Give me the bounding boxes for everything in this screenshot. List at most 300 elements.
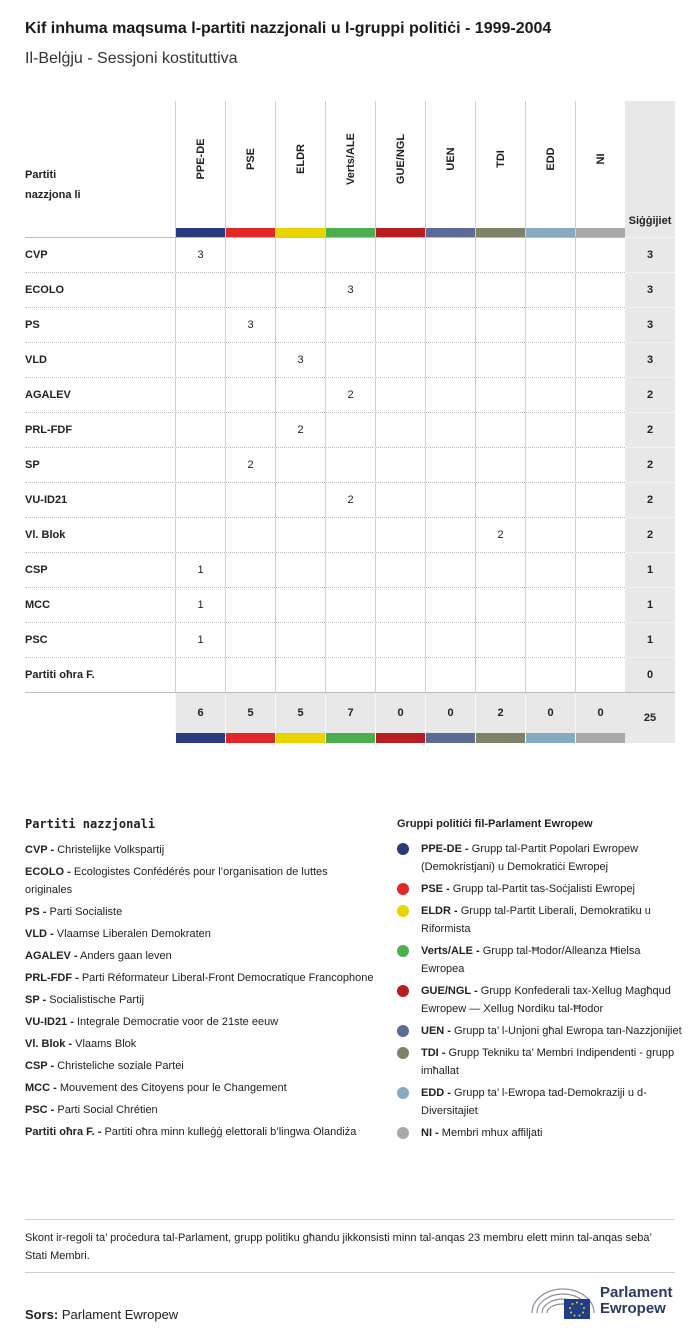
- party-legend-abbr: CSP -: [25, 1060, 55, 1072]
- seat-count-cell: [525, 658, 575, 692]
- european-parliament-logo: [530, 1283, 680, 1323]
- seat-count-cell: [275, 518, 325, 552]
- logo-line-1: Parlament: [600, 1284, 673, 1301]
- group-color-dot-icon: [397, 1047, 409, 1059]
- table-row: [25, 377, 675, 412]
- seat-count-cell: [475, 238, 525, 272]
- group-legend-text: Grupp tal-Partit tas-Soċjalisti Ewropej: [452, 883, 635, 895]
- group-column-header: [375, 101, 425, 237]
- seat-count-cell: [475, 308, 525, 342]
- group-column-label: ELDR: [294, 144, 307, 174]
- seat-count-cell: [225, 378, 275, 412]
- table-row: [25, 517, 675, 552]
- group-column-header: [475, 101, 525, 237]
- seat-count-cell: [425, 413, 475, 447]
- party-legend-item: [25, 1123, 375, 1141]
- group-total-value: 0: [447, 707, 454, 719]
- page-title: Kif inhuma maqsuma l-partiti nazzjonali u l-gruppi politiċi - 1999-2004: [25, 20, 552, 37]
- group-legend-text: Grupp ta’ l-Unjoni għal Ewropa tan-Nazzjonijiet: [454, 1025, 682, 1037]
- seat-count-cell: 2: [325, 378, 375, 412]
- seat-count-cell: [425, 518, 475, 552]
- seat-count-cell: [275, 308, 325, 342]
- seat-count-cell: 2: [325, 483, 375, 517]
- footnote: Skont ir-regoli ta’ proċedura tal-Parlament, grupp politiku għandu jikkonsisti minn tal-anqas 23 membru elett minn tal-anqas seba’ Stati Membri.: [25, 1232, 652, 1262]
- group-legend-abbr: PSE -: [421, 883, 450, 895]
- group-column-header: [175, 101, 225, 237]
- seat-count-cell: [175, 308, 225, 342]
- seat-count-cell: [575, 553, 625, 587]
- seat-count-cell: [225, 343, 275, 377]
- group-total-value: 7: [347, 707, 354, 719]
- seat-count-cell: [475, 413, 525, 447]
- source-text: Parlament Ewropew: [61, 1307, 179, 1322]
- party-legend-abbr: Vl. Blok -: [25, 1038, 73, 1050]
- group-legend-text: Grupp Konfederali tax-Xellug Magħqud Ewropew — Xellug Nordiku tal-Ħodor: [421, 985, 671, 1015]
- group-legend-abbr: GUE/NGL -: [421, 985, 478, 997]
- seat-count-cell: [275, 623, 325, 657]
- seat-count-cell: [325, 238, 375, 272]
- seat-count-cell: [425, 483, 475, 517]
- party-name: PS: [25, 319, 40, 331]
- seat-count-cell: [325, 588, 375, 622]
- party-name: CVP: [25, 249, 48, 261]
- group-legend-item: [397, 880, 682, 898]
- seat-count-cell: [475, 343, 525, 377]
- party-legend-text: Parti Socialiste: [49, 906, 123, 918]
- group-legend-abbr: PPE-DE -: [421, 843, 469, 855]
- group-legend-abbr: ELDR -: [421, 905, 458, 917]
- group-color-bar: [476, 228, 525, 237]
- seat-count-cell: [525, 448, 575, 482]
- seat-count-cell: [325, 658, 375, 692]
- group-legend-item: [397, 982, 682, 1018]
- party-legend-abbr: ECOLO -: [25, 866, 71, 878]
- table-row: [25, 412, 675, 447]
- group-total: [475, 693, 525, 733]
- group-total: [425, 693, 475, 733]
- seat-count-cell: [375, 658, 425, 692]
- seat-count-cell: [575, 378, 625, 412]
- party-total: 3: [625, 272, 675, 307]
- divider: [25, 1219, 675, 1220]
- seat-count-cell: [325, 343, 375, 377]
- table-body: [25, 237, 675, 692]
- seat-count-cell: [525, 623, 575, 657]
- seat-count-cell: [275, 273, 325, 307]
- party-legend-text: Christelijke Volkspartij: [57, 844, 165, 856]
- seat-count-cell: 1: [175, 588, 225, 622]
- party-legend-text: Parti Social Chrétien: [57, 1104, 158, 1116]
- group-color-dot-icon: [397, 985, 409, 997]
- party-total: 3: [625, 342, 675, 377]
- seat-count-cell: [425, 308, 475, 342]
- group-color-bar: [326, 733, 375, 743]
- seat-count-cell: [275, 378, 325, 412]
- seat-count-cell: [475, 623, 525, 657]
- seat-count-cell: [225, 413, 275, 447]
- seat-count-cell: [575, 308, 625, 342]
- group-column-header: [575, 101, 625, 237]
- group-color-bar: [226, 733, 275, 743]
- group-legend-text: Grupp Tekniku ta’ Membri Indipendenti - grupp imħallat: [421, 1047, 675, 1077]
- seat-count-cell: [525, 273, 575, 307]
- party-legend-abbr: PS -: [25, 906, 47, 918]
- party-legend-item: [25, 841, 375, 859]
- party-legend-text: Integrale Democratie voor de 21ste eeuw: [76, 1016, 279, 1028]
- seat-count-cell: [475, 378, 525, 412]
- group-color-bar: [376, 733, 425, 743]
- table-row: [25, 447, 675, 482]
- party-legend-item: [25, 1013, 375, 1031]
- party-legend-abbr: MCC -: [25, 1082, 57, 1094]
- group-column-label: NI: [594, 153, 607, 165]
- group-legend-abbr: NI -: [421, 1127, 439, 1139]
- seat-count-cell: [375, 623, 425, 657]
- seat-count-cell: [325, 308, 375, 342]
- seat-count-cell: [425, 273, 475, 307]
- seat-count-cell: [575, 413, 625, 447]
- group-legend-abbr: EDD -: [421, 1087, 451, 1099]
- seat-count-cell: [175, 413, 225, 447]
- party-name: MCC: [25, 599, 51, 611]
- table-row: [25, 482, 675, 517]
- party-legend-item: [25, 969, 375, 987]
- divider: [25, 1272, 675, 1273]
- group-legend-item: [397, 902, 682, 938]
- group-legend-item: [397, 1044, 682, 1080]
- party-legend-text: Ecologistes Confédérés pour l’organisation de luttes originales: [25, 866, 328, 896]
- group-color-dot-icon: [397, 905, 409, 917]
- seat-count-cell: [225, 623, 275, 657]
- seat-count-cell: [575, 448, 625, 482]
- group-legend-text: Grupp tal-Partit Popolari Ewropew (Demokristjani) u Demokratiċi Ewropej: [421, 843, 639, 873]
- group-legend-item: [397, 840, 682, 876]
- party-legend-text: Vlaamse Liberalen Demokraten: [56, 928, 211, 940]
- group-legend-heading: Gruppi politiċi fil-Parlament Ewropew: [397, 818, 593, 830]
- group-color-dot-icon: [397, 1087, 409, 1099]
- seat-count-cell: [325, 623, 375, 657]
- seat-count-cell: [475, 483, 525, 517]
- party-total: 1: [625, 622, 675, 657]
- seat-count-cell: 3: [225, 308, 275, 342]
- group-total-value: 0: [597, 707, 604, 719]
- group-color-bar: [476, 733, 525, 743]
- party-total: 1: [625, 552, 675, 587]
- source-line: [25, 1307, 178, 1322]
- seat-count-cell: [325, 553, 375, 587]
- group-color-bar: [426, 228, 475, 237]
- party-total: 2: [625, 482, 675, 517]
- party-legend-item: [25, 1035, 375, 1053]
- party-legend-abbr: PSC -: [25, 1104, 55, 1116]
- group-color-bar: [576, 733, 625, 743]
- group-legend-item: [397, 1022, 682, 1040]
- party-name: SP: [25, 459, 40, 471]
- seat-count-cell: [175, 658, 225, 692]
- party-name: Vl. Blok: [25, 529, 66, 541]
- party-column-label: Partiti nazzjona li: [25, 169, 81, 201]
- seat-count-cell: [575, 273, 625, 307]
- group-color-dot-icon: [397, 843, 409, 855]
- party-legend-item: [25, 925, 375, 943]
- seat-count-cell: [175, 273, 225, 307]
- group-column-label: EDD: [544, 147, 557, 171]
- seat-count-cell: 2: [275, 413, 325, 447]
- group-total-value: 2: [497, 707, 504, 719]
- group-color-bar: [576, 228, 625, 237]
- party-name: PRL-FDF: [25, 424, 73, 436]
- group-column-header: [525, 101, 575, 237]
- group-legend-item: [397, 1124, 682, 1142]
- logo-line-2: Ewropew: [600, 1300, 666, 1317]
- group-color-bar: [526, 228, 575, 237]
- seat-count-cell: 3: [275, 343, 325, 377]
- seat-count-cell: [475, 553, 525, 587]
- party-total: 0: [625, 657, 675, 692]
- party-legend-text: Anders gaan leven: [80, 950, 172, 962]
- group-color-dot-icon: [397, 1127, 409, 1139]
- seat-count-cell: [525, 378, 575, 412]
- seat-count-cell: [375, 448, 425, 482]
- party-legend-text: Parti Réformateur Liberal-Front Democratique Francophone: [81, 972, 374, 984]
- seat-count-cell: [425, 378, 475, 412]
- group-column-label: GUE/NGL: [394, 133, 407, 185]
- seat-count-cell: [375, 483, 425, 517]
- group-total: [525, 693, 575, 733]
- group-color-bar: [226, 228, 275, 237]
- seat-count-cell: [475, 273, 525, 307]
- party-legend-item: [25, 903, 375, 921]
- table-row: [25, 622, 675, 657]
- group-color-dot-icon: [397, 1025, 409, 1037]
- seat-count-cell: [275, 658, 325, 692]
- seat-count-cell: [175, 448, 225, 482]
- table-row: [25, 272, 675, 307]
- party-legend-abbr: Partiti oħra F. -: [25, 1126, 102, 1138]
- seat-count-cell: [175, 343, 225, 377]
- seat-count-cell: [575, 483, 625, 517]
- table-footer: [25, 692, 675, 743]
- party-legend: [25, 817, 375, 1145]
- party-legend-item: [25, 1057, 375, 1075]
- seat-count-cell: 2: [475, 518, 525, 552]
- party-name: Partiti oħra F.: [25, 669, 95, 681]
- seat-count-cell: 1: [175, 623, 225, 657]
- parliament-hemicycle-icon: [530, 1283, 596, 1323]
- group-legend-text: Grupp tal-Partit Liberali, Demokratiku u Riformista: [421, 905, 651, 935]
- group-legend-text: Grupp tal-Ħodor/Alleanza Ħielsa Ewropea: [421, 945, 641, 975]
- party-legend-abbr: PRL-FDF -: [25, 972, 79, 984]
- seat-count-cell: [375, 518, 425, 552]
- group-column-label: PPE-DE: [194, 138, 207, 180]
- table-row: [25, 237, 675, 272]
- logo-wordmark: [600, 1285, 673, 1317]
- group-column-label: TDI: [494, 150, 507, 168]
- group-legend-text: Membri mhux affiljati: [441, 1127, 543, 1139]
- seat-count-cell: [425, 343, 475, 377]
- group-column-label: UEN: [444, 147, 457, 171]
- group-total-value: 6: [197, 707, 204, 719]
- group-total: [175, 693, 225, 733]
- seat-count-cell: [525, 343, 575, 377]
- party-total: 3: [625, 237, 675, 272]
- party-legend-abbr: VLD -: [25, 928, 54, 940]
- page-subtitle: Il-Belġju - Sessjoni kostituttiva: [25, 50, 238, 67]
- seat-count-cell: [575, 238, 625, 272]
- group-color-dot-icon: [397, 883, 409, 895]
- party-name: PSC: [25, 634, 48, 646]
- seat-count-cell: [225, 588, 275, 622]
- seat-count-cell: 1: [175, 553, 225, 587]
- group-total: [275, 693, 325, 733]
- seat-count-cell: [375, 238, 425, 272]
- group-column-header: [275, 101, 325, 237]
- seat-count-cell: [575, 343, 625, 377]
- group-color-dot-icon: [397, 945, 409, 957]
- seats-column-header: [625, 101, 675, 237]
- seat-count-cell: [575, 588, 625, 622]
- party-legend-text: Socialistische Partij: [49, 994, 145, 1006]
- party-legend-item: [25, 991, 375, 1009]
- group-legend-item: [397, 1084, 682, 1120]
- seat-count-cell: 3: [325, 273, 375, 307]
- seat-count-cell: [175, 483, 225, 517]
- party-legend-abbr: VU-ID21 -: [25, 1016, 74, 1028]
- seat-count-cell: [275, 553, 325, 587]
- seat-count-cell: [325, 448, 375, 482]
- party-legend-text: Partiti oħra minn kulleġġ elettorali b’lingwa Olandiża: [104, 1126, 357, 1138]
- seat-count-cell: [225, 483, 275, 517]
- seat-count-cell: [225, 238, 275, 272]
- group-legend-item: [397, 942, 682, 978]
- seat-count-cell: [425, 238, 475, 272]
- seat-count-cell: [225, 518, 275, 552]
- table-row: [25, 587, 675, 622]
- seat-count-cell: [475, 448, 525, 482]
- seat-count-cell: [475, 658, 525, 692]
- group-total-value: 5: [247, 707, 254, 719]
- party-legend-item: [25, 1079, 375, 1097]
- seat-count-cell: [375, 308, 425, 342]
- seat-count-cell: [575, 623, 625, 657]
- seat-count-cell: [325, 518, 375, 552]
- party-legend-item: [25, 863, 375, 899]
- seat-count-cell: 3: [175, 238, 225, 272]
- group-color-bar: [276, 733, 325, 743]
- group-legend-abbr: UEN -: [421, 1025, 451, 1037]
- seat-count-cell: [575, 658, 625, 692]
- party-name: ECOLO: [25, 284, 65, 296]
- seat-count-cell: [225, 273, 275, 307]
- party-total: 2: [625, 412, 675, 447]
- table-row: [25, 552, 675, 587]
- group-color-bar: [176, 733, 225, 743]
- party-total: 3: [625, 307, 675, 342]
- seat-count-cell: [275, 238, 325, 272]
- party-legend-heading: Partiti nazzjonali: [25, 817, 156, 831]
- table-row: [25, 342, 675, 377]
- party-total: 2: [625, 447, 675, 482]
- party-total: 2: [625, 377, 675, 412]
- party-legend-abbr: AGALEV -: [25, 950, 78, 962]
- seat-count-cell: 2: [225, 448, 275, 482]
- party-name: AGALEV: [25, 389, 71, 401]
- seat-count-cell: [475, 588, 525, 622]
- group-total: [225, 693, 275, 733]
- seats-column-label: Siġġijiet: [628, 215, 672, 227]
- seat-count-cell: [425, 658, 475, 692]
- group-legend: [397, 817, 682, 1146]
- seat-count-cell: [275, 448, 325, 482]
- group-column-header: [425, 101, 475, 237]
- group-legend-abbr: TDI -: [421, 1047, 446, 1059]
- seat-count-cell: [525, 238, 575, 272]
- group-total: [575, 693, 625, 733]
- party-name: CSP: [25, 564, 48, 576]
- seat-distribution-table: [25, 101, 675, 743]
- seat-count-cell: [425, 588, 475, 622]
- seat-count-cell: [225, 658, 275, 692]
- table-row: [25, 307, 675, 342]
- group-color-bar: [176, 228, 225, 237]
- party-name: VLD: [25, 354, 47, 366]
- party-legend-abbr: CVP -: [25, 844, 55, 856]
- group-color-bar: [326, 228, 375, 237]
- seat-count-cell: [175, 378, 225, 412]
- table-row: [25, 657, 675, 692]
- party-legend-text: Mouvement des Citoyens pour le Changement: [59, 1082, 287, 1094]
- group-legend-abbr: Verts/ALE -: [421, 945, 480, 957]
- seat-count-cell: [525, 483, 575, 517]
- party-legend-text: Christeliche soziale Partei: [57, 1060, 184, 1072]
- group-color-bar: [526, 733, 575, 743]
- party-legend-item: [25, 1101, 375, 1119]
- seat-count-cell: [275, 483, 325, 517]
- group-color-bar: [426, 733, 475, 743]
- group-color-bar: [276, 228, 325, 237]
- seat-count-cell: [525, 518, 575, 552]
- seat-count-cell: [375, 378, 425, 412]
- group-total-value: 0: [547, 707, 554, 719]
- seat-count-cell: [375, 273, 425, 307]
- source-label: Sors:: [25, 1307, 59, 1322]
- group-total-value: 5: [297, 707, 304, 719]
- group-total-value: 0: [397, 707, 404, 719]
- seat-count-cell: [225, 553, 275, 587]
- seat-count-cell: [425, 553, 475, 587]
- party-legend-text: Vlaams Blok: [75, 1038, 137, 1050]
- seat-count-cell: [525, 308, 575, 342]
- group-total: [325, 693, 375, 733]
- seat-count-cell: [175, 518, 225, 552]
- group-column-header: [225, 101, 275, 237]
- party-total: 1: [625, 587, 675, 622]
- group-column-label: PSE: [244, 147, 257, 171]
- seat-count-cell: [425, 448, 475, 482]
- group-total: [375, 693, 425, 733]
- seat-count-cell: [375, 343, 425, 377]
- party-legend-abbr: SP -: [25, 994, 47, 1006]
- seat-count-cell: [525, 553, 575, 587]
- group-color-bar: [376, 228, 425, 237]
- party-name: VU-ID21: [25, 494, 68, 506]
- seat-count-cell: [525, 413, 575, 447]
- seat-count-cell: [425, 623, 475, 657]
- seat-count-cell: [375, 413, 425, 447]
- seat-count-cell: [375, 588, 425, 622]
- seat-count-cell: [525, 588, 575, 622]
- grand-total: 25: [625, 693, 675, 743]
